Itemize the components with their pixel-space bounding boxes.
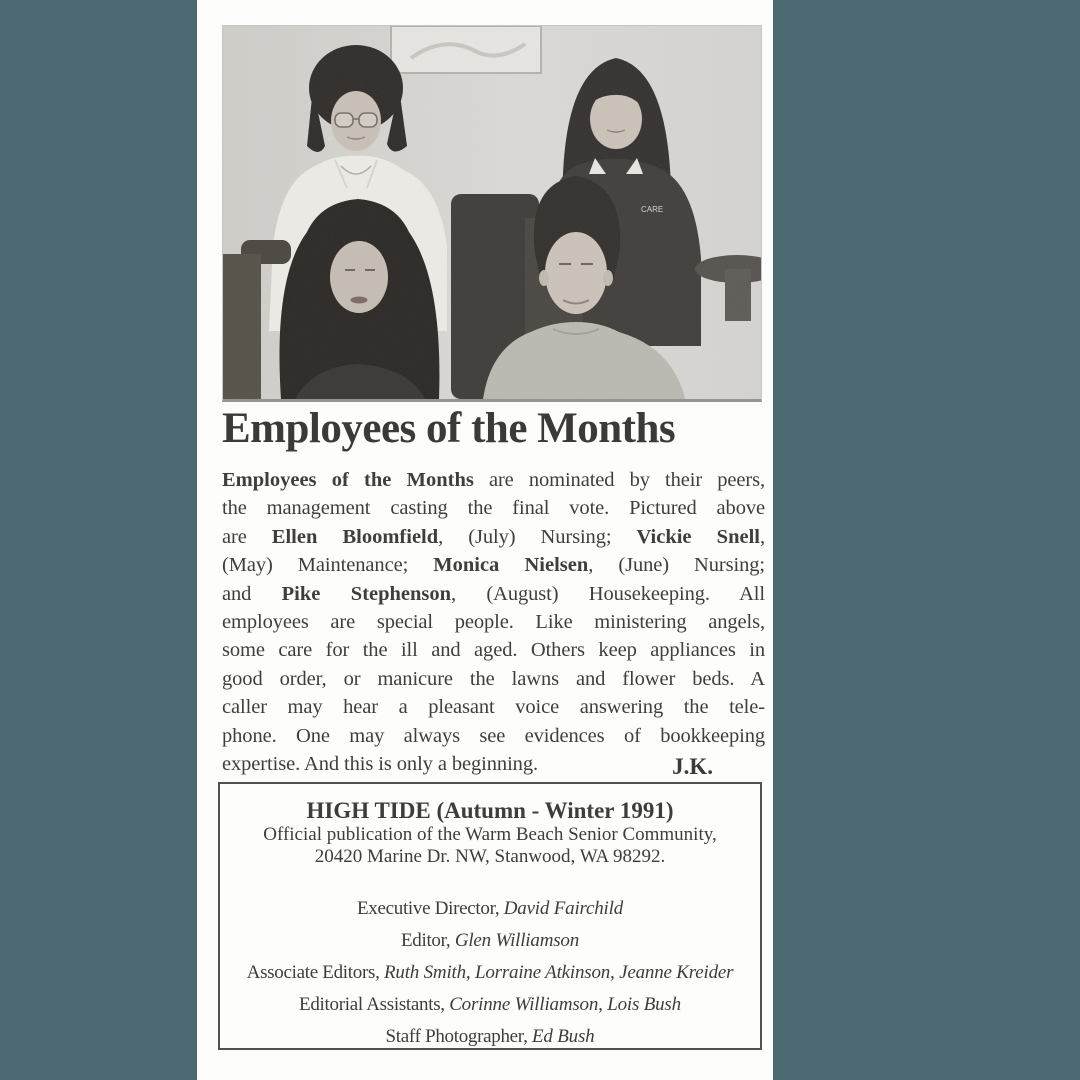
paragraph-line: expertise. And this is only a beginning. bbox=[222, 752, 538, 775]
article-title: Employees of the Months bbox=[222, 405, 676, 452]
paragraph-line: are Ellen Bloomfield, (July) Nursing; Vickie Snell, bbox=[222, 525, 766, 548]
masthead-subtitle bbox=[220, 824, 760, 868]
paragraph-line: good order, or manicure the lawns and flower beds. A bbox=[222, 667, 765, 690]
byline-initials: J.K. bbox=[672, 754, 713, 779]
article-paragraph bbox=[222, 466, 765, 780]
staff-row: Editor, Glen Williamson bbox=[400, 930, 580, 951]
masthead-title: HIGH TIDE (Autumn - Winter 1991) bbox=[306, 798, 674, 823]
group-photo bbox=[222, 25, 762, 402]
paragraph-line: the management casting the final vote. Pictured above bbox=[222, 497, 765, 520]
masthead-box bbox=[218, 782, 762, 1050]
masthead-subtitle-line: Official publication of the Warm Beach Senior Community, bbox=[263, 824, 717, 845]
paragraph-line: phone. One may always see evidences of bookkeeping bbox=[222, 724, 765, 747]
staff-row: Associate Editors, Ruth Smith, Lorraine Atkinson, Jeanne Kreider bbox=[246, 962, 734, 983]
staff-list bbox=[220, 898, 760, 1047]
paragraph-line: and Pike Stephenson, (August) Housekeeping. All bbox=[222, 582, 766, 605]
paragraph-line: Employees of the Months are nominated by their peers, bbox=[222, 469, 765, 491]
scanned-page bbox=[197, 0, 773, 1080]
staff-row: Executive Director, David Fairchild bbox=[356, 898, 623, 919]
paragraph-line: employees are special people. Like ministering angels, bbox=[222, 610, 765, 633]
masthead-subtitle-line: 20420 Marine Dr. NW, Stanwood, WA 98292. bbox=[314, 846, 666, 867]
paragraph-line: caller may hear a pleasant voice answering the tele- bbox=[222, 696, 765, 719]
photo-grain-overlay bbox=[223, 26, 761, 399]
paragraph-line: (May) Maintenance; Monica Nielsen, (June) Nursing; bbox=[222, 554, 766, 577]
staff-row: Editorial Assistants, Corinne Williamson, Lois Bush bbox=[299, 994, 681, 1015]
paragraph-line: some care for the ill and aged. Others keep appliances in bbox=[222, 639, 765, 662]
staff-row: Staff Photographer, Ed Bush bbox=[385, 1026, 595, 1047]
